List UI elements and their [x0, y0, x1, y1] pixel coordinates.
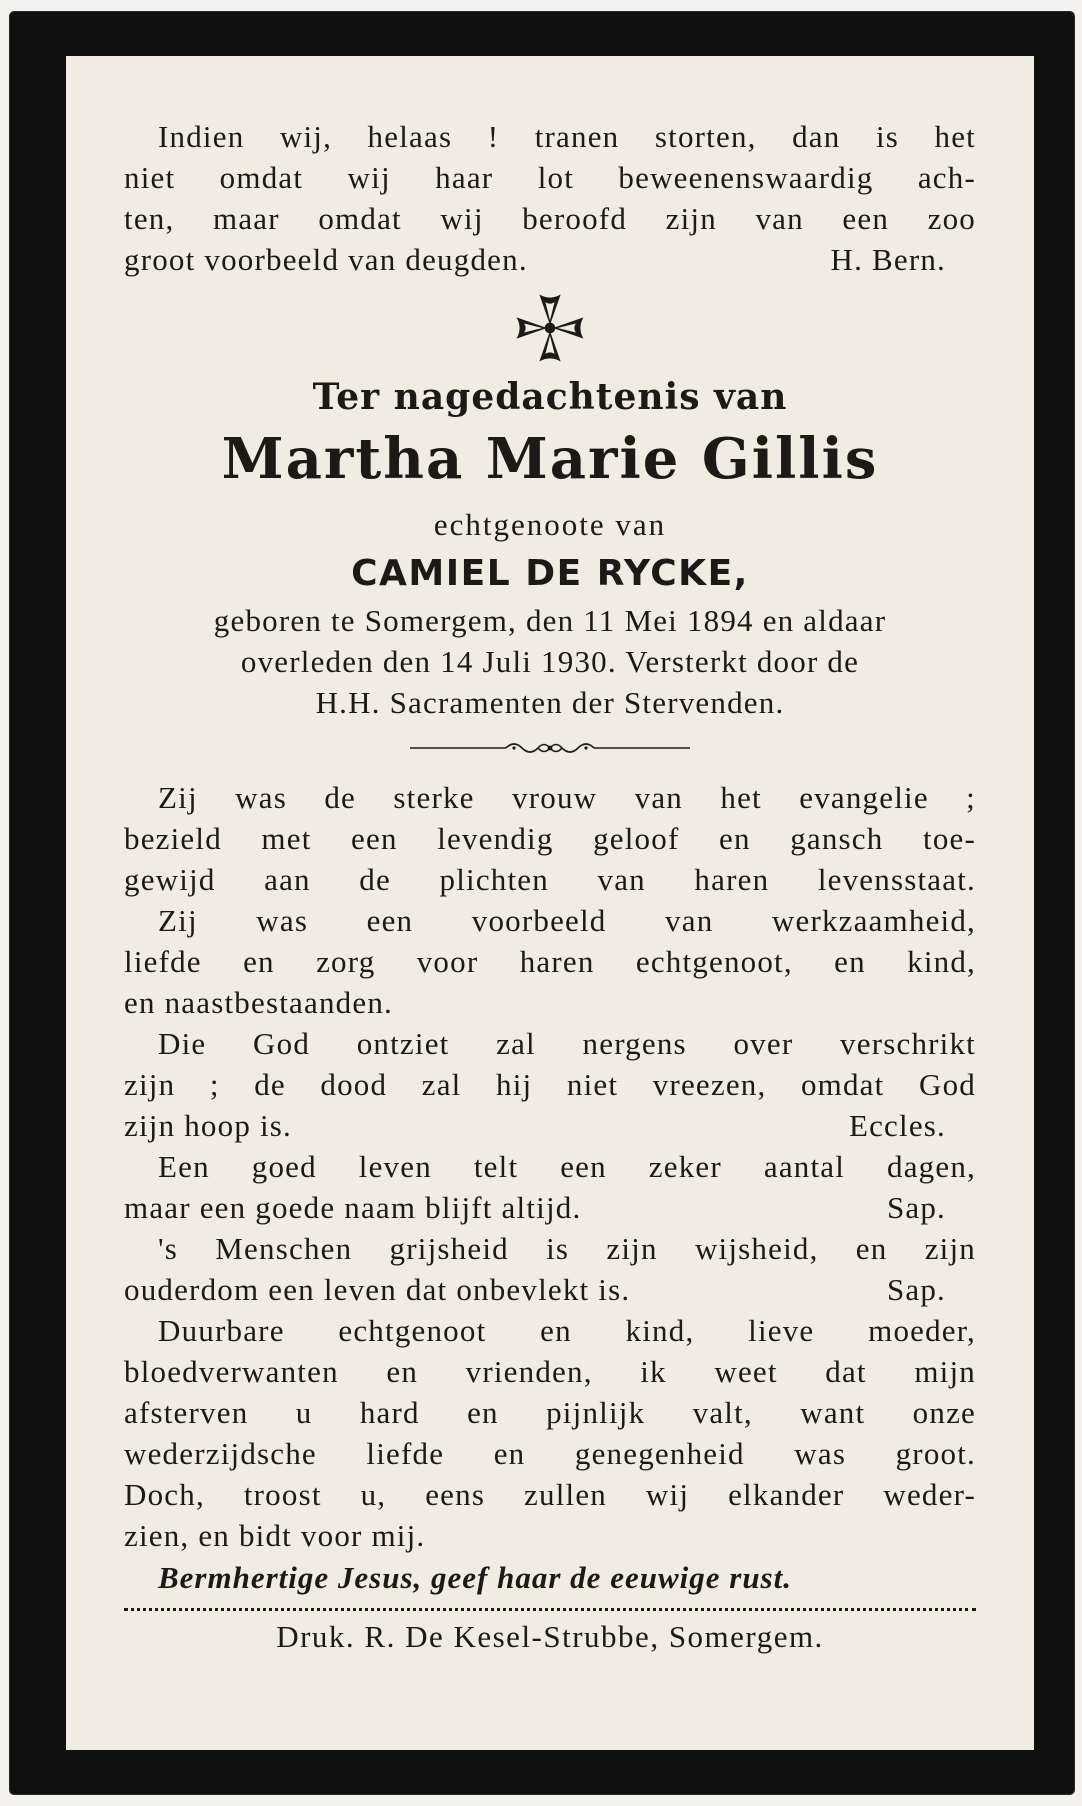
body-line: en naastbestaanden.: [124, 985, 393, 1020]
deceased-name: Martha Marie Gillis: [221, 426, 879, 492]
body-line: bloedverwanten en vrienden, ik weet dat mijn: [124, 1354, 976, 1389]
ornament-divider: [410, 737, 690, 759]
citation-source: Sap.: [886, 1190, 946, 1225]
body-line: zijn ; de dood zal hij niet vreezen, omdat God: [124, 1067, 976, 1102]
paragraph: [124, 1310, 976, 1556]
spouse-name: CAMIEL DE RYCKE,: [351, 553, 749, 594]
epigraph-source: H. Bern.: [830, 242, 946, 277]
body-line: Duurbare echtgenoot en kind, lieve moeder,: [158, 1313, 976, 1348]
body-last-row: [124, 1105, 976, 1146]
body-last-row: [124, 1187, 976, 1228]
printer-imprint: Druk. R. De Kesel-Strubbe, Somergem.: [276, 1619, 824, 1654]
paragraph: [124, 1228, 976, 1310]
epigraph-line: groot voorbeeld van deugden.: [124, 242, 528, 277]
epigraph: [124, 116, 976, 280]
body-line: ouderdom een leven dat onbevlekt is.: [124, 1272, 631, 1307]
bio-line: overleden den 14 Juli 1930. Versterkt door de: [240, 644, 860, 679]
body-line: Die God ontziet zal nergens over verschrikt: [158, 1026, 976, 1061]
body-line: Een goed leven telt een zeker aantal dagen,: [158, 1149, 976, 1184]
closing-prayer: Bermhertige Jesus, geef haar de eeuwige rust.: [158, 1560, 792, 1595]
bio-line: geboren te Somergem, den 11 Mei 1894 en aldaar: [213, 603, 887, 638]
memorial-heading: Ter nagedachtenis van: [312, 376, 788, 418]
body-last-row: [124, 1269, 976, 1310]
epigraph-line: ten, maar omdat wij beroofd zijn van een zoo: [124, 201, 976, 236]
citation-source: Sap.: [886, 1272, 946, 1307]
memorial-card: [10, 12, 1074, 1794]
body-line: Doch, troost u, eens zullen wij elkander weder-: [124, 1477, 976, 1512]
card-content: [124, 116, 976, 1663]
paragraph: [124, 900, 976, 1023]
paragraph: [124, 1146, 976, 1228]
epigraph-last-row: [124, 239, 976, 280]
paragraph: [124, 1023, 976, 1146]
body-line: 's Menschen grijsheid is zijn wijsheid, en zijn: [158, 1231, 976, 1266]
card-paper: [66, 56, 1034, 1750]
body-line: bezield met een levendig geloof en gansch toe-: [124, 821, 976, 856]
body-line: Zij was de sterke vrouw van het evangelie ;: [158, 780, 976, 815]
body-line: Zij was een voorbeeld van werkzaamheid,: [158, 903, 976, 938]
body-line: liefde en zorg voor haren echtgenoot, en kind,: [124, 944, 976, 979]
bio-line: H.H. Sacramenten der Stervenden.: [315, 685, 785, 720]
body-line: gewijd aan de plichten van haren levensstaat.: [124, 862, 976, 897]
body-line: zien, en bidt voor mij.: [124, 1518, 426, 1553]
body-line: wederzijdsche liefde en genegenheid was groot.: [124, 1436, 976, 1471]
body-line: maar een goede naam blijft altijd.: [124, 1190, 582, 1225]
paragraph: [124, 777, 976, 900]
epigraph-line: Indien wij, helaas ! tranen storten, dan is het: [158, 119, 976, 154]
epigraph-line: niet omdat wij haar lot beweenenswaardig ach-: [124, 160, 976, 195]
cross-pattee-icon: [512, 290, 588, 366]
body-line: afsterven u hard en pijnlijk valt, want onze: [124, 1395, 976, 1430]
citation-source: Eccles.: [848, 1108, 946, 1143]
biography: [124, 600, 976, 723]
body-line: zijn hoop is.: [124, 1108, 293, 1143]
spouse-of-label: echtgenoote van: [433, 507, 667, 542]
